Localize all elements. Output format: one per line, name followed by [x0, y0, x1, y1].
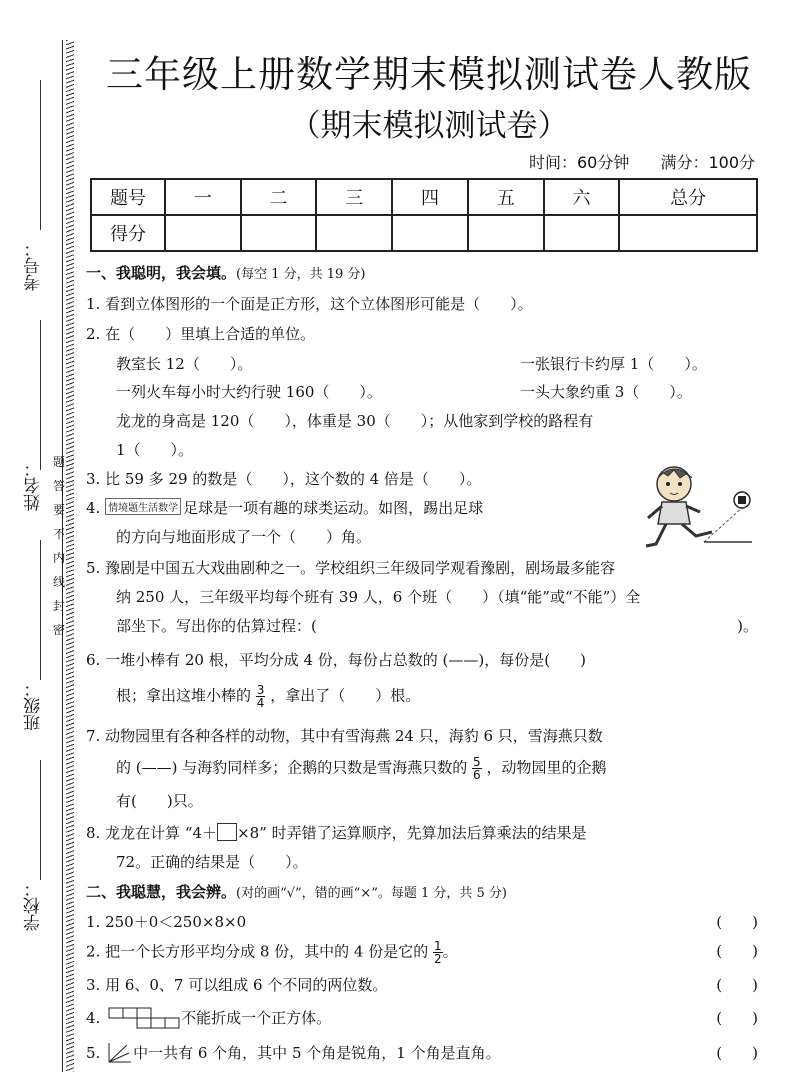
- question-1-8b: 72。正确的结果是（ ）。: [116, 853, 308, 871]
- q2-3-text: 3. 用 6、0、7 可以组成 6 个不同的两位数。: [86, 976, 388, 994]
- banji-field: [24, 680, 50, 731]
- cut-char: 封: [52, 599, 65, 613]
- kaohao-label: 考号：: [24, 240, 44, 291]
- question-1-2e: 龙龙的身高是 120（ ），体重是 30（ ）；从他家到学校的路程有: [116, 412, 594, 430]
- score-header-cell: 二: [241, 179, 317, 215]
- page-subtitle: （期末模拟测试卷）: [289, 108, 569, 144]
- xingming-line: [40, 320, 41, 470]
- question-1-5b: 纳 250 人，三年级平均每个班有 39 人，6 个班（ ）（填“能”或“不能”）全: [116, 588, 641, 606]
- score-value-row: [91, 215, 757, 251]
- answer-paren[interactable]: ( ): [716, 976, 758, 994]
- xuexiao-field: [24, 880, 50, 931]
- binding-hatch: [66, 40, 74, 1072]
- score-header-cell: 五: [468, 179, 544, 215]
- question-1-2c: 一列火车每小时大约行驶 160（ ）。: [116, 383, 382, 401]
- score-cell[interactable]: [619, 215, 757, 251]
- exam-full-score: 满分：100分: [660, 153, 755, 172]
- score-header-cell: 一: [165, 179, 241, 215]
- q4-text-a: 足球是一项有趣的球类运动。如图，踢出足球: [183, 499, 484, 517]
- question-1-2f: 1（ ）。: [116, 441, 194, 459]
- page-title: 三年级上册数学期末模拟测试卷人教版: [106, 53, 752, 96]
- fraction-5-6: [472, 756, 482, 781]
- answer-paren[interactable]: ( ): [716, 1044, 758, 1062]
- question-1-2: 2. 在（ ）里填上合适的单位。: [86, 325, 316, 343]
- q2-2-text-post: 。: [442, 942, 458, 961]
- question-1-1: 1. 看到立体图形的一个面是正方形，这个立体图形可能是（ ）。: [86, 295, 533, 313]
- score-header-row: [91, 179, 757, 215]
- section2-heading: [86, 881, 507, 902]
- cut-char: 题: [52, 455, 65, 469]
- score-header-cell: 三: [316, 179, 392, 215]
- section1-note: (每空 1 分，共 19 分): [236, 267, 366, 282]
- question-2-3: [86, 974, 766, 995]
- xuexiao-line: [40, 760, 41, 880]
- score-header-cell: 总分: [619, 179, 757, 215]
- q4-tag: 情境题生活数学: [105, 498, 181, 515]
- score-row-label: 得分: [91, 215, 165, 251]
- exam-meta: [529, 150, 755, 173]
- question-1-5a: 5. 豫剧是中国五大戏曲剧种之一。学校组织三年级同学观看豫剧，剧场最多能容: [86, 559, 616, 577]
- score-cell[interactable]: [241, 215, 317, 251]
- question-1-2d: 一头大象约重 3（ ）。: [520, 383, 692, 401]
- fraction-3-4: [256, 684, 266, 709]
- q7-text-pre: 的 (——) 与海豹同样多；企鹅的只数是雪海燕只数的: [116, 758, 468, 777]
- question-1-7c: 有( )只。: [116, 792, 203, 810]
- cube-net-icon: [105, 1007, 181, 1029]
- answer-paren[interactable]: ( ): [716, 913, 758, 931]
- q2-5-text: 中一共有 6 个角，其中 5 个角是锐角，1 个角是直角。: [133, 1044, 501, 1062]
- frac-den: 4: [256, 696, 265, 710]
- question-1-3: 3. 比 59 多 29 的数是（ ），这个数的 4 倍是（ ）。: [86, 470, 482, 488]
- q2-4-number: 4.: [86, 1009, 101, 1027]
- question-1-7b: [116, 756, 606, 781]
- exam-time: 时间：60分钟: [528, 153, 630, 172]
- section1-title: 一、我聪明，我会填。: [86, 264, 237, 282]
- question-2-4: [86, 1007, 766, 1029]
- soccer-player-illustration: [634, 462, 754, 552]
- q8-text-post: ×8” 时弄错了运算顺序，先算加法后算乘法的结果是: [237, 824, 587, 842]
- xingming-label: 姓名：: [24, 460, 44, 511]
- question-1-8a: [86, 822, 587, 843]
- score-table: [90, 178, 758, 252]
- cut-char: 内: [52, 551, 65, 565]
- blank-box[interactable]: [217, 823, 237, 841]
- score-cell[interactable]: [468, 215, 544, 251]
- score-header-cell: 题号: [91, 179, 165, 215]
- score-cell[interactable]: [316, 215, 392, 251]
- cut-char: 密: [52, 623, 65, 637]
- q8-text-pre: 8. 龙龙在计算 “4＋: [86, 824, 218, 842]
- xuexiao-label: 学校：: [24, 880, 44, 931]
- frac-den: 2: [434, 952, 442, 966]
- question-2-5: [86, 1042, 766, 1064]
- kaohao-field: [24, 240, 50, 291]
- question-1-4b: 的方向与地面形成了一个（ ）角。: [116, 528, 372, 546]
- banji-line: [40, 540, 41, 680]
- score-cell[interactable]: [392, 215, 468, 251]
- q2-1-text: 1. 250＋0＜250×8×0: [86, 913, 247, 931]
- question-1-5c-end: )。: [737, 617, 758, 635]
- q2-4-text: 不能折成一个正方体。: [181, 1009, 332, 1027]
- xingming-field: [24, 460, 50, 511]
- q6-text-post: ，拿出了（ ）根。: [270, 686, 421, 705]
- banji-label: 班级：: [24, 680, 44, 731]
- score-cell[interactable]: [544, 215, 620, 251]
- fraction-1-2: [433, 940, 443, 965]
- frac-num: 3: [256, 683, 265, 697]
- angle-figure-icon: [105, 1042, 133, 1064]
- question-2-1: [86, 911, 766, 932]
- frac-num: 5: [473, 755, 481, 769]
- question-1-2b: 一张银行卡约厚 1（ ）。: [520, 355, 707, 373]
- cut-char: 线: [52, 575, 65, 589]
- question-1-2a: 教室长 12（ ）。: [116, 355, 253, 373]
- section2-title: 二、我聪慧，我会辨。: [86, 883, 237, 901]
- question-1-6a: 6. 一堆小棒有 20 根，平均分成 4 份，每份占总数的 (——)，每份是( ): [86, 651, 586, 669]
- question-1-4a: [86, 497, 483, 518]
- cut-char: 要: [52, 503, 65, 517]
- score-header-cell: 四: [392, 179, 468, 215]
- binding-margin: [0, 0, 76, 1072]
- score-header-cell: 六: [544, 179, 620, 215]
- answer-paren[interactable]: ( ): [716, 1009, 758, 1027]
- frac-num: 1: [434, 939, 442, 953]
- question-1-6b: [116, 684, 420, 709]
- q2-5-number: 5.: [86, 1044, 101, 1062]
- section1-heading: [86, 262, 366, 283]
- cut-char: 答: [52, 479, 65, 493]
- question-1-7a: 7. 动物园里有各种各样的动物，其中有雪海燕 24 只，海豹 6 只，雪海燕只数: [86, 727, 603, 745]
- frac-den: 6: [473, 768, 481, 782]
- section2-note: (对的画“√”，错的画“×”。每题 1 分，共 5 分): [236, 886, 507, 901]
- question-1-5c: 部坐下。写出你的估算过程：(: [116, 617, 317, 635]
- q4-number: 4.: [86, 499, 101, 517]
- cut-warning: [52, 450, 66, 642]
- cut-char: 不: [52, 527, 65, 541]
- question-2-2: [86, 940, 766, 965]
- score-cell[interactable]: [165, 215, 241, 251]
- q7-text-post: ，动物园里的企鹅: [486, 758, 607, 777]
- q2-2-text-pre: 2. 把一个长方形平均分成 8 份，其中的 4 份是它的: [86, 942, 429, 961]
- answer-paren[interactable]: ( ): [716, 942, 758, 960]
- kaohao-line: [40, 80, 41, 230]
- q6-text-pre: 根；拿出这堆小棒的: [116, 686, 252, 705]
